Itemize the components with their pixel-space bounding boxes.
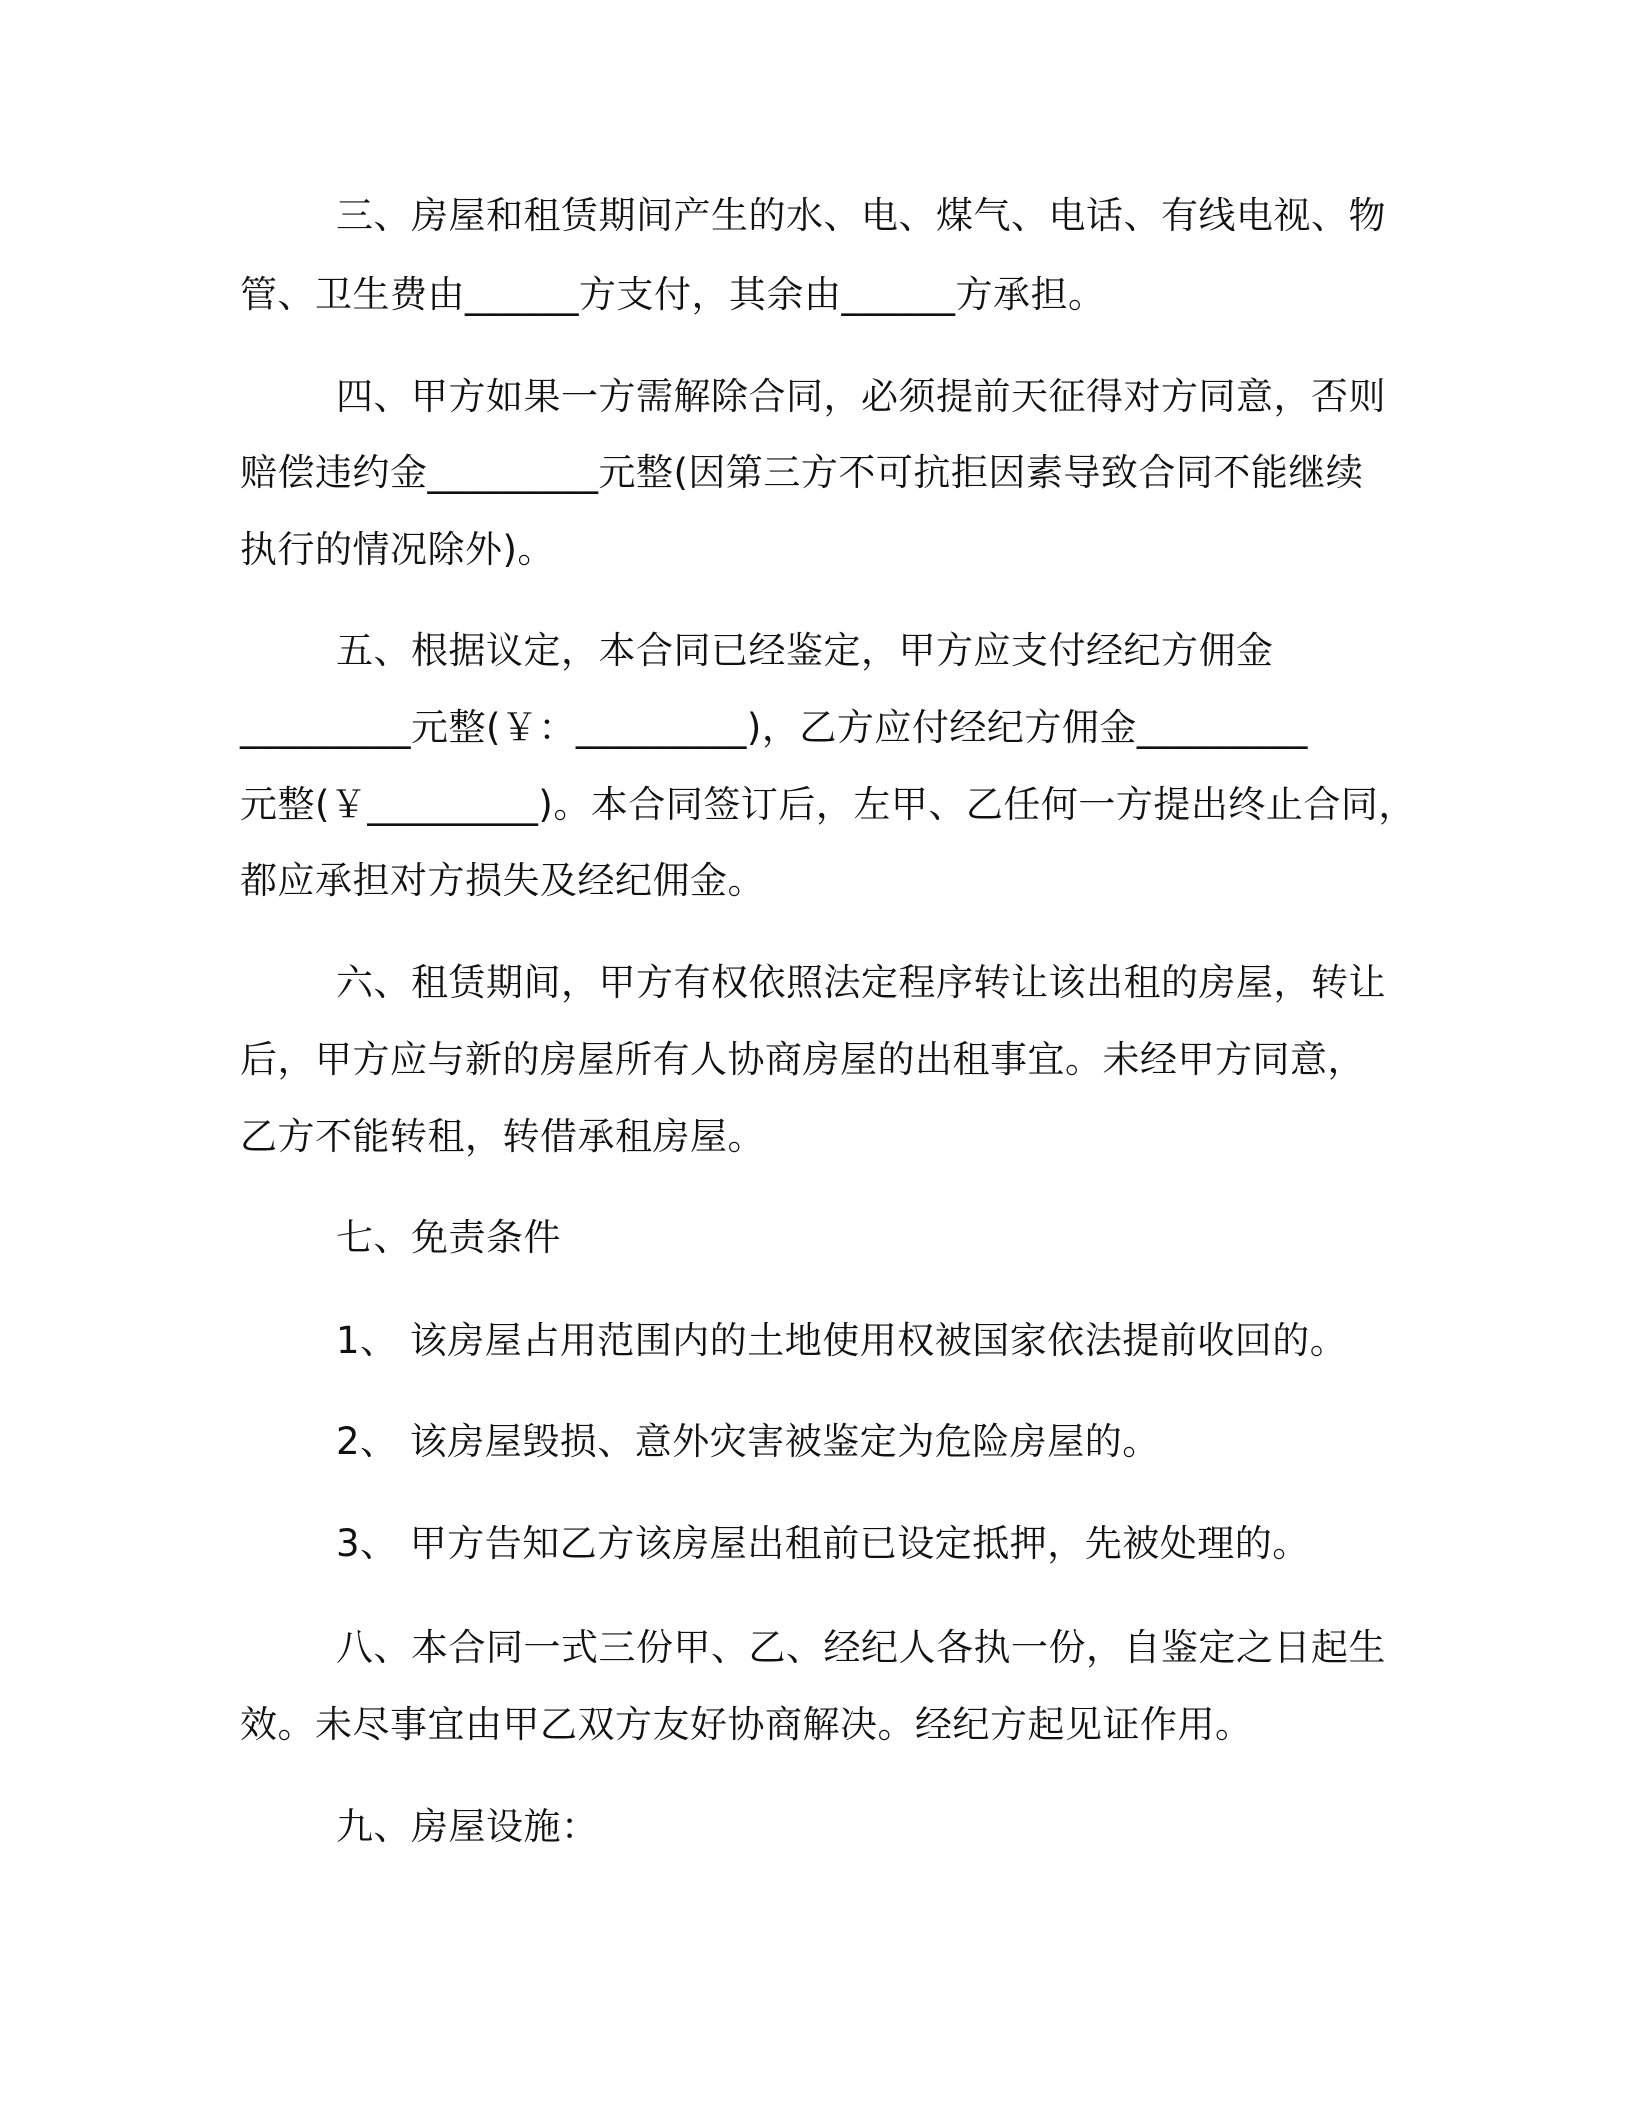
- clause-6-line-2: 后，甲方应与新的房屋所有人协商房屋的出租事宜。未经甲方同意，: [240, 1038, 1365, 1081]
- clause-5-line-3: 元整(￥_________)。本合同签订后，左甲、乙任何一方提出终止合同，: [240, 783, 1416, 826]
- exemption-item-2: 2、 该房屋毁损、意外灾害被鉴定为危险房屋的。: [336, 1420, 1160, 1463]
- clause-3-line-1: 三、房屋和租赁期间产生的水、电、煤气、电话、有线电视、物: [336, 194, 1386, 237]
- clause-5-line-1: 五、根据议定，本合同已经鉴定，甲方应支付经纪方佣金: [336, 629, 1274, 672]
- clause-4-line-3: 执行的情况除外)。: [240, 528, 555, 571]
- exemption-item-3: 3、 甲方告知乙方该房屋出租前已设定抵押，先被处理的。: [336, 1522, 1310, 1565]
- clause-8-line-2: 效。未尽事宜由甲乙双方友好协商解决。经纪方起见证作用。: [240, 1703, 1253, 1746]
- clause-6-line-1: 六、租赁期间，甲方有权依照法定程序转让该出租的房屋，转让: [336, 961, 1386, 1004]
- clause-5-line-4: 都应承担对方损失及经纪佣金。: [240, 859, 765, 902]
- clause-8-line-1: 八、本合同一式三份甲、乙、经纪人各执一份，自鉴定之日起生: [336, 1626, 1386, 1669]
- clause-9-heading: 九、房屋设施：: [336, 1805, 599, 1848]
- clause-4-line-2: 赔偿违约金_________元整(因第三方不可抗拒因素导致合同不能继续: [240, 451, 1364, 494]
- clause-4-line-1: 四、甲方如果一方需解除合同，必须提前天征得对方同意，否则: [336, 375, 1386, 418]
- clause-5-line-2: _________元整(￥：_________)，乙方应付经纪方佣金_________: [240, 706, 1308, 749]
- clause-6-line-3: 乙方不能转租，转借承租房屋。: [240, 1115, 765, 1158]
- exemption-item-1: 1、 该房屋占用范围内的土地使用权被国家依法提前收回的。: [336, 1319, 1348, 1362]
- clause-3-line-2: 管、卫生费由______方支付，其余由______方承担。: [240, 273, 1106, 316]
- clause-7-heading: 七、免责条件: [336, 1216, 561, 1259]
